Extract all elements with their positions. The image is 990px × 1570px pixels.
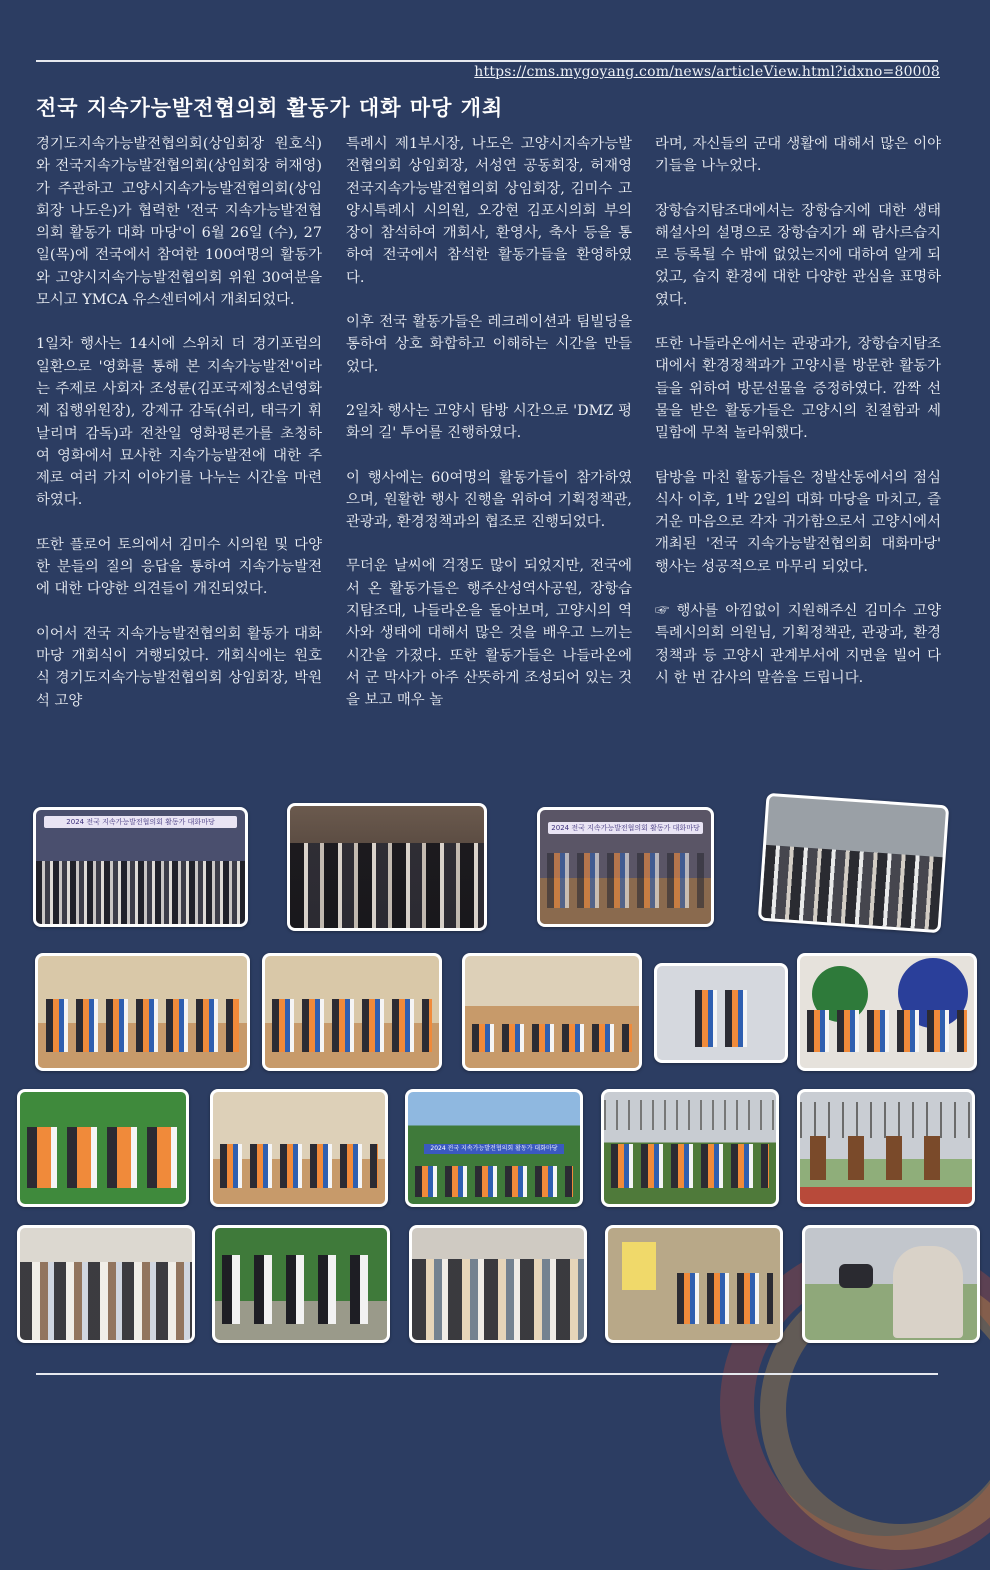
paragraph: 이 행사에는 60여명의 활동가들이 참가하였으며, 원활한 행사 진행을 위하여 기획정책관, 관광과, 환경정책과의 협조로 진행되었다.: [346, 469, 632, 531]
photo-walking-park: [212, 1225, 390, 1343]
paragraph: 2일차 행사는 고양시 탐방 시간으로 'DMZ 평화의 길' 투어를 진행하였다.: [346, 402, 632, 442]
paragraph: 라며, 자신들의 군대 생활에 대해서 많은 이야기들을 나누었다.: [655, 136, 941, 175]
top-rule: [36, 60, 938, 62]
bottom-rule: [36, 1373, 938, 1375]
photo-dmz-fence-group: [601, 1089, 779, 1207]
photo-ball-game: [797, 953, 977, 1071]
paragraph: 이어서 전국 지속가능발전협의회 활동가 대화 마당 개회식이 거행되었다. 개회식에는 원호식 경기도지속가능발전협의회 상임회장, 박원석 고양: [36, 625, 322, 709]
paragraph: 또한 나들라온에서는 관광과가, 장항습지탐조대에서 환경정책과가 고양시를 방문한 활동가들을 위하여 방문선물을 증정하였다. 깜짝 선물을 받은 활동가들은 고양시의 친절함과 세밀함에 무척 놀라워했다.: [655, 336, 941, 442]
photo-tour-seated: [17, 1225, 195, 1343]
text-column-1: [36, 133, 322, 734]
paragraph: 무더운 날씨에 걱정도 많이 되었지만, 전국에서 온 활동가들은 행주산성역사공원, 장항습지탐조대, 나들라온을 돌아보며, 고양시의 역사와 생태에 대해서 많은 것을 배우고 느끼는 시간을 가졌다. 또한 활동가들은 나들라온에서 군 막사가 아주 산뜻하게 조성되어 있는 것을 보고 매우 놀: [346, 558, 632, 709]
paragraph: 이후 전국 활동가들은 레크레이션과 팀빌딩을 통하여 상호 화합하고 이해하는 시간을 만들었다.: [346, 314, 632, 375]
photo-dance: [210, 1089, 388, 1207]
photo-group-outdoor: [405, 1089, 583, 1207]
article-url-link[interactable]: https://cms.mygoyang.com/news/articleView.html?idxno=80008: [474, 64, 940, 80]
photo-recreation-4: [654, 963, 788, 1063]
photo-lunch: [409, 1225, 587, 1343]
paragraph: 장항습지탐조대에서는 장항습지에 대한 생태해설사의 설명으로 장항습지가 왜 람사르습지로 등록될 수 밖에 없었는지에 대하여 알게 되었고, 습지 환경에 대한 다양한 관심을 표명하였다.: [655, 202, 941, 308]
paragraph: 경기도지속가능발전협의회(상임회장 원호식)와 전국지속가능발전협의회(상임회장 허재영)가 주관하고 고양시지속가능발전협의회(상임회장 나도은)가 협력한 '전국 지속가능발전협의회 활동가 대화 마당'이 6월 26일 (수), 27일(목)에 전국에서 참여한 100여명의 활동가와 고양시지속가능발전협의회 위원 30여분을 모시고 YMCA 유스센터에서 개최되었다.: [36, 136, 322, 309]
photo-banner: 2024 전국 지속가능발전협의회 활동가 대화마당: [424, 1144, 564, 1154]
article-title: 전국 지속가능발전협의회 활동가 대화 마당 개최: [36, 96, 504, 120]
photo-barracks-entrance: [605, 1225, 783, 1343]
paragraph: 또한 플로어 토의에서 김미수 시의원 및 다양한 분들의 질의 응답을 통하여 지속가능발전에 대한 다양한 의견들이 개진되었다.: [36, 536, 322, 598]
photo-dmz-soldier-silhouettes: [797, 1089, 975, 1207]
text-column-2: [346, 133, 632, 734]
photo-banner: 2024 전국 지속가능발전협의회 활동가 대화마당: [548, 822, 703, 834]
photo-team-members: [17, 1089, 189, 1207]
photo-conference-hall: [537, 807, 714, 927]
photo-binoculars: [802, 1225, 980, 1343]
photo-recreation-3: [462, 953, 642, 1071]
photo-group-portrait: [33, 807, 248, 927]
paragraph: 특례시 제1부시장, 나도은 고양시지속가능발전협의회 상임회장, 서성연 공동회장, 허재영 전국지속가능발전협의회 상임회장, 김미수 고양시특례시 시의원, 오강현 김포시의회 부의장이 참석하여 개회사, 환영사, 축사 등을 통하여 전국에서 참석한 활동가들을 환영하였다.: [346, 136, 632, 286]
photo-recreation-1: [35, 953, 250, 1071]
photo-officials: [287, 803, 487, 931]
text-column-3: [655, 133, 941, 711]
paragraph: ☞ 행사를 아낌없이 지원해주신 김미수 고양특례시의회 의원님, 기획정책관, 관광과, 환경정책과 등 고양시 관계부서에 지면을 빌어 다시 한 번 감사의 말씀을 드립니다.: [655, 603, 941, 686]
photo-banner: 2024 전국 지속가능발전협의회 활동가 대화마당: [44, 816, 237, 828]
photo-floor-discussion: [758, 793, 949, 933]
photo-recreation-2: [262, 953, 442, 1071]
paragraph: 탐방을 마친 활동가들은 정발산동에서의 점심 식사 이후, 1박 2일의 대화 마당을 마치고, 즐거운 마음으로 각자 귀가함으로서 고양시에서 개최된 '전국 지속가능발전협의회 대화마당' 행사는 성공적으로 마무리 되었다.: [655, 469, 941, 575]
paragraph: 1일차 행사는 14시에 스위치 더 경기포럼의 일환으로 '영화를 통해 본 지속가능발전'이라는 주제로 사회자 조성륜(김포국제청소년영화제 집행위원장), 강제규 감독(쉬리, 태극기 휘날리며 감독)과 전찬일 영화평론가를 초청하여 영화에서 묘사한 지속가능발전에 대한 주제로 여러 가지 이야기를 나누는 시간을 마련하였다.: [36, 336, 322, 509]
